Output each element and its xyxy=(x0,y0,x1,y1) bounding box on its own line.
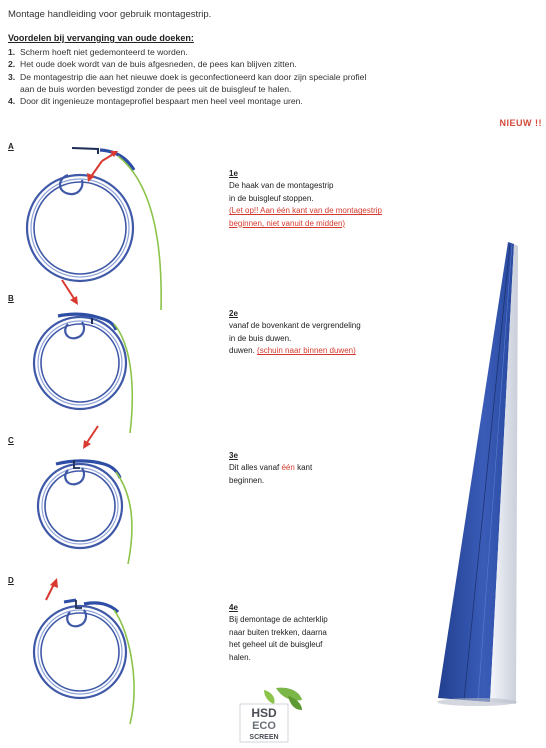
step-4-line-2: naar buiten trekken, daarna xyxy=(229,627,327,637)
step-2-text xyxy=(229,308,361,358)
step-4-line-3: het geheel uit de buisgleuf xyxy=(229,640,323,650)
logo-line-3: SCREEN xyxy=(249,734,279,741)
step-3-number: 3e xyxy=(229,451,238,460)
diagram-step-c xyxy=(18,424,168,574)
page-title: Montage handleiding voor gebruik montagestrip. xyxy=(8,9,212,20)
step-letter-c: C xyxy=(8,436,14,445)
step-4-line-4: halen. xyxy=(229,652,251,662)
step-3-text xyxy=(229,450,312,487)
step-letter-a: A xyxy=(8,142,14,151)
hsd-eco-screen-logo xyxy=(236,686,308,744)
step-1-note-1: (Let op!! Aan één kant van de montagestrip xyxy=(229,206,382,216)
step-1-line-2: in de buisgleuf stoppen. xyxy=(229,193,314,203)
diagram-step-d xyxy=(18,574,168,734)
new-badge: NIEUW !! xyxy=(499,118,542,128)
step-1-text xyxy=(229,168,382,230)
step-2-note: (schuin naar binnen duwen) xyxy=(257,346,356,356)
advantages-heading: Voordelen bij vervanging van oude doeken: xyxy=(8,33,194,43)
step-3-line-2: beginnen. xyxy=(229,475,265,485)
list-item: 1. Scherm hoeft niet gedemonteerd te worden. xyxy=(8,47,188,57)
diagram-step-b xyxy=(18,278,168,438)
step-letter-b: B xyxy=(8,294,14,303)
step-3-highlight: één xyxy=(281,463,295,473)
mounting-strip-illustration xyxy=(430,236,520,711)
step-2-line-3: duwen. (schuin naar binnen duwen) xyxy=(229,346,356,356)
list-item: 2. Het oude doek wordt van de buis afgesneden, de pees kan blijven zitten. xyxy=(8,59,297,70)
step-2-line-2: in de buis duwen. xyxy=(229,333,292,343)
list-item: 3. De montagestrip die aan het nieuwe doek is geconfectioneerd kan door zijn speciale profiel xyxy=(8,71,367,82)
logo-line-1: HSD xyxy=(251,706,277,720)
step-letter-d: D xyxy=(8,576,14,585)
step-4-text xyxy=(229,602,328,664)
step-3-line-1: Dit alles vanaf één kant xyxy=(229,463,313,473)
list-item: 4. Door dit ingenieuze montageprofiel bespaart men heel veel montage uren. xyxy=(8,96,303,107)
step-1-line-1: De haak van de montagestrip xyxy=(229,181,334,191)
logo-line-2: ECO xyxy=(252,720,276,732)
step-2-line-1: vanaf de bovenkant de vergrendeling xyxy=(229,321,361,331)
step-4-number: 4e xyxy=(229,603,238,612)
step-4-line-1: Bij demontage de achterklip xyxy=(229,615,328,625)
step-1-note-2: beginnen, niet vanuit de midden) xyxy=(229,218,346,228)
advantages-list xyxy=(8,46,366,107)
step-2-number: 2e xyxy=(229,309,238,318)
step-1-number: 1e xyxy=(229,169,238,178)
list-item-continuation: aan de buis worden bevestigd zonder de pees uit de buisgleuf te halen. xyxy=(20,83,292,94)
